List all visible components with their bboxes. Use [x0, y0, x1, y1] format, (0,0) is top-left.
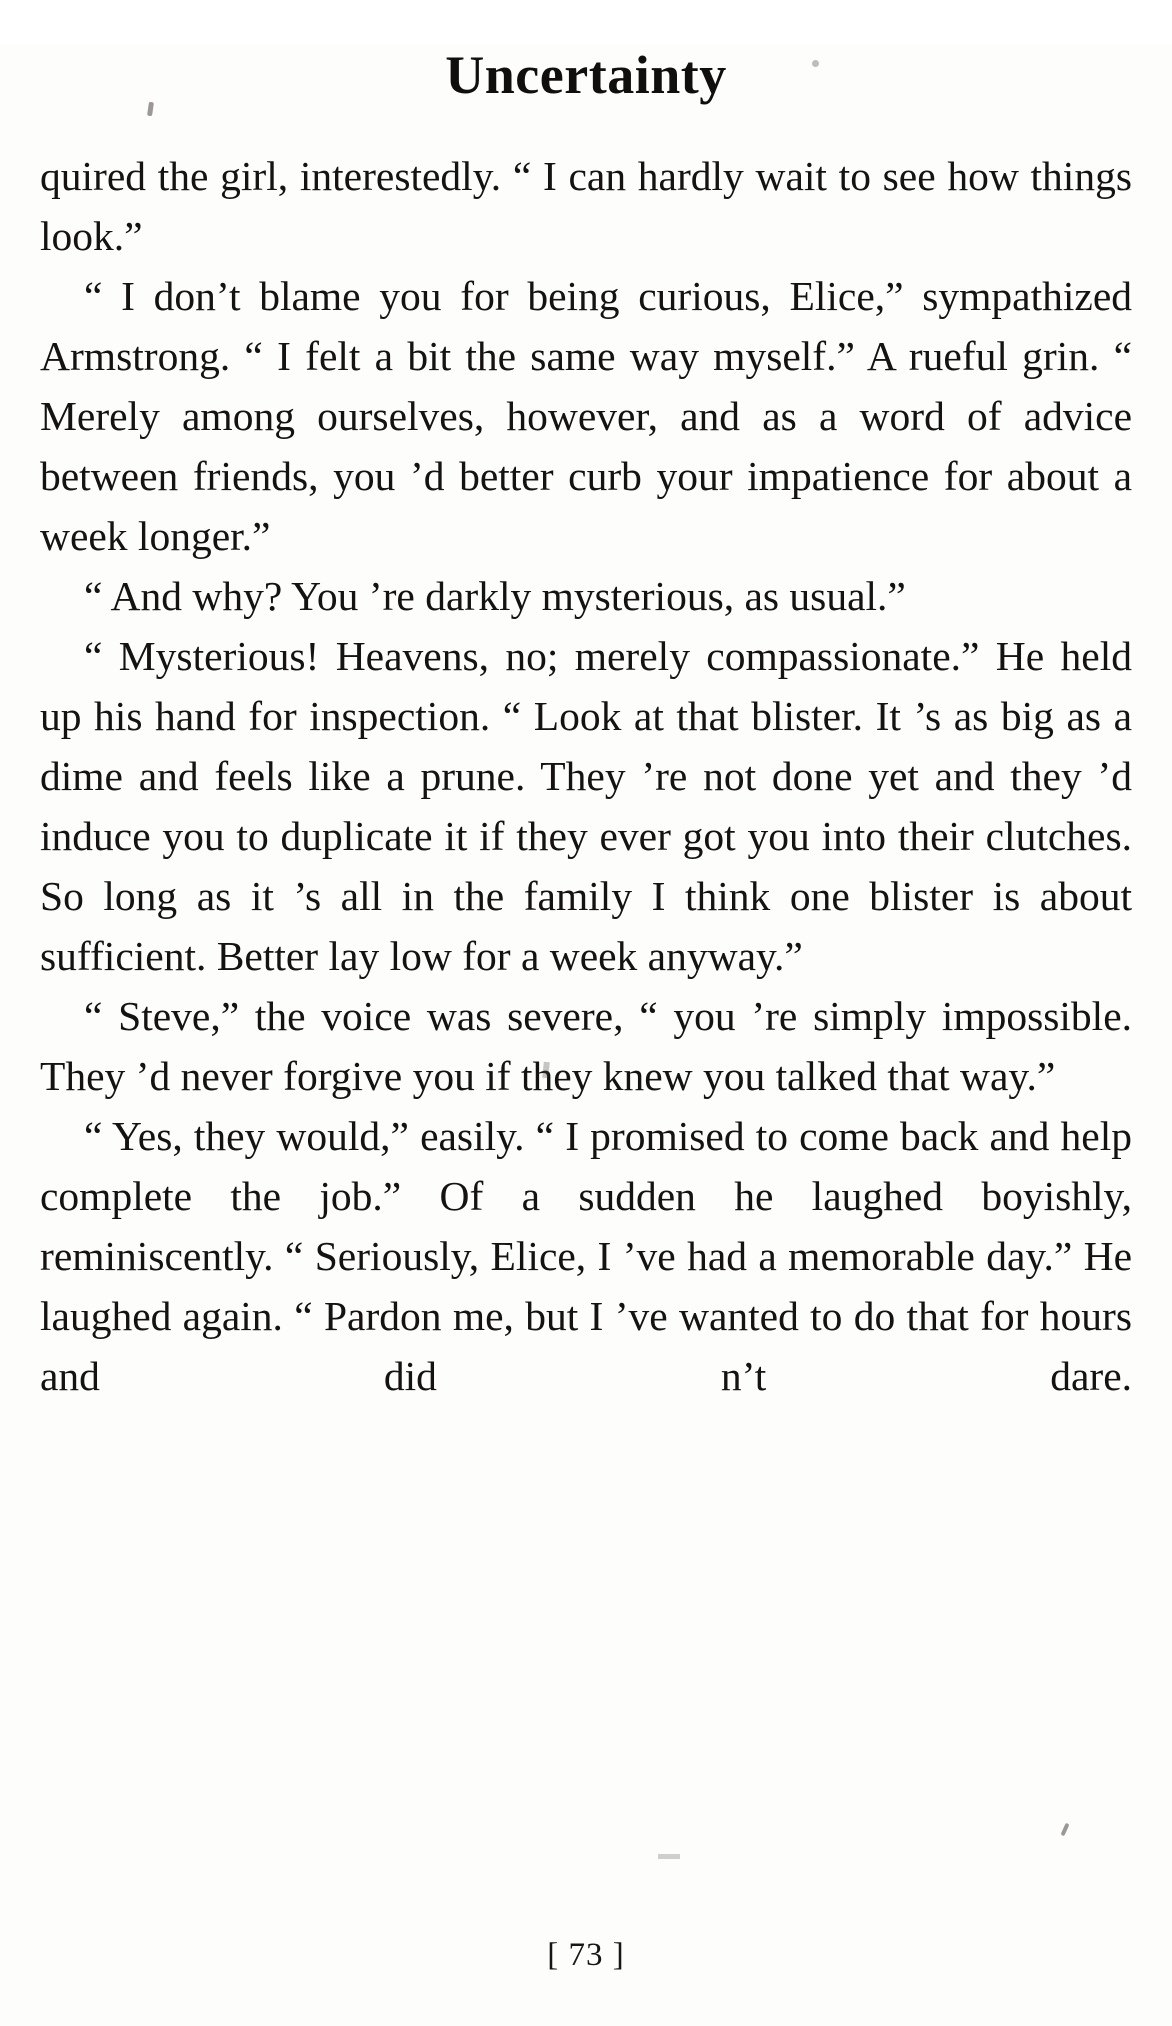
page-body — [40, 146, 1132, 1406]
book-page — [0, 44, 1172, 2026]
paper-speck — [812, 60, 819, 67]
paper-speck — [658, 1854, 680, 1859]
paragraph: “ Yes, they would,” easily. “ I promised to come back and help complete the job.” Of a sudden he laughed boyishly, reminiscently. “ Seriously, Elice, I ’ve had a memorable day.” He laughed again. “ Pardon me, but I ’ve wanted to do that for hours and did n’t dare. — [40, 1113, 1132, 1399]
page-number: [ 73 ] — [547, 1937, 625, 1973]
paragraph: “ And why? You ’re darkly mysterious, as usual.” — [84, 573, 906, 619]
paragraph: “ Mysterious! Heavens, no; merely compassionate.” He held up his hand for inspection. “ Look at that blister. It ’s as big as a dime and feels like a prune. They ’re not done yet and they ’d induce you to duplicate it if they ever got you into their clutches. So long as it ’s all in the family I think one blister is about sufficient. Better lay low for a week anyway.” — [40, 633, 1132, 979]
paragraph: “ Steve,” the voice was severe, “ you ’re simply impossible. They ’d never forgive you if they knew you talked that way.” — [40, 993, 1132, 1099]
paragraph: quired the girl, interestedly. “ I can hardly wait to see how things look.” — [40, 153, 1132, 259]
paragraph: “ I don’t blame you for being curious, Elice,” sympathized Armstrong. “ I felt a bit the same way myself.” A rueful grin. “ Merely among ourselves, however, and as a word of advice between friends, you ’d better curb your impatience for about a week longer.” — [40, 273, 1132, 559]
paper-speck — [1061, 1823, 1070, 1837]
paper-speck — [147, 102, 154, 117]
running-head: Uncertainty — [445, 45, 727, 105]
